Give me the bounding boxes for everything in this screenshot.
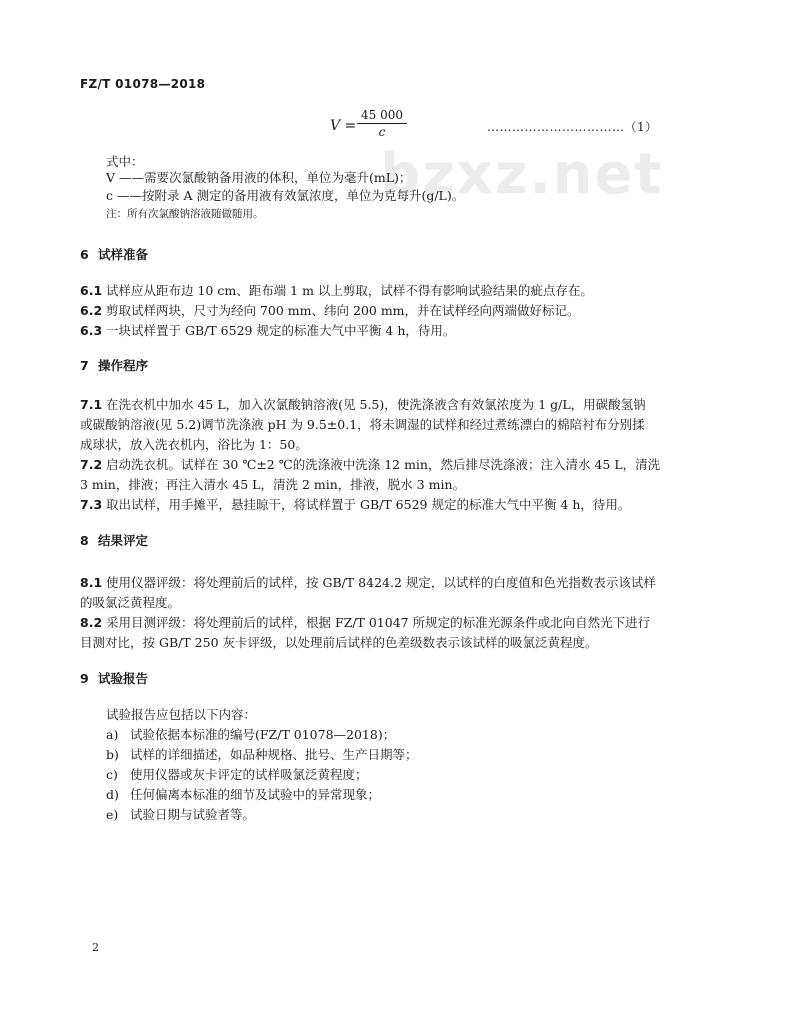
list-item-text: 试验依据本标准的编号(FZ/T 01078—2018)； [130,727,396,742]
section-heading-6 [80,245,148,263]
section-title: 操作程序 [98,358,149,373]
clause-text: 在洗衣机中加水 45 L，加入次氯酸钠溶液(见 5.5)，使洗涤液含有效氯浓度为 1 g/L，用碳酸氢钠 [106,397,646,412]
clause-text: 采用目测评级：将处理前后的试样，根据 FZ/T 01047 所规定的标准光源条件或北向自然光下进行 [106,615,651,630]
list-item-text: 试验日期与试验者等。 [130,807,256,822]
list-item [106,745,418,763]
clause-number: 7.2 [80,457,103,472]
list-item-text: 任何偏离本标准的细节及试验中的异常现象； [130,787,381,802]
section-heading-8 [80,531,148,549]
clause-7-1 [80,395,646,413]
formula-denominator: c [378,125,386,139]
clause-number: 6.2 [80,303,103,318]
equation-number: ……………………………（1） [487,120,658,134]
watermark-text: bzxz.net [380,142,664,207]
list-item-text: 使用仪器或灰卡评定的试样吸氯泛黄程度； [130,767,368,782]
list-item [106,725,395,743]
page-number: 2 [92,941,99,954]
section-heading-9 [80,669,148,687]
list-item [106,765,368,783]
variable-v-definition: V ——需要次氯酸钠备用液的体积，单位为毫升(mL)； [106,170,412,185]
clause-text: 试样应从距布边 10 cm、距布端 1 m 以上剪取，试样不得有影响试验结果的疵点存在。 [106,283,593,298]
section-number: 9 [80,671,89,686]
clause-text: 剪取试样两块，尺寸为经向 700 mm、纬向 200 mm，并在试样经向两端做好标记。 [106,303,580,318]
list-item-label: e) [106,807,119,822]
section-title: 结果评定 [98,533,149,548]
clause-7-2-continued: 3 min，排液；再注入清水 45 L，清洗 2 min，排液，脱水 3 min。 [80,477,466,492]
section-number: 6 [80,247,89,262]
formula-lhs: V = [330,118,357,134]
clause-text: 启动洗衣机。试样在 30 ℃±2 ℃的洗涤液中洗涤 12 min，然后排尽洗涤液；注入清水 45 L，清洗 [106,457,661,472]
clause-8-1-continued: 的吸氯泛黄程度。 [80,595,181,610]
clause-number: 6.1 [80,283,103,298]
section-heading-7 [80,356,148,374]
list-item-label: a) [106,727,119,742]
clause-text: 使用仪器评级：将处理前后的试样，按 GB/T 8424.2 规定，以试样的白度值和色光指数表示该试样 [106,575,656,590]
clause-8-2-continued: 目测对比，按 GB/T 250 灰卡评级，以处理前后试样的色差级数表示该试样的吸氯泛黄程度。 [80,635,598,650]
clause-8-2 [80,613,650,631]
clause-number: 8.1 [80,575,103,590]
document-code-header: FZ/T 01078—2018 [80,77,206,91]
clause-number: 8.2 [80,615,103,630]
section-title: 试样准备 [98,247,149,262]
section-number: 8 [80,533,89,548]
clause-6-1 [80,281,593,299]
list-item [106,785,380,803]
formula-numerator: 45 000 [357,108,407,124]
formula-fraction [357,108,407,139]
clause-text: 一块试样置于 GB/T 6529 规定的标准大气中平衡 4 h，待用。 [106,323,456,338]
clause-6-3 [80,321,455,339]
clause-number: 6.3 [80,323,103,338]
clause-7-1-continued: 或碳酸钠溶液(见 5.2)调节洗涤液 pH 为 9.5±0.1，将未调湿的试样和经过煮练漂白的棉陪衬布分别揉 [80,417,645,432]
where-label: 式中： [106,154,144,169]
clause-7-3 [80,495,630,513]
clause-text: 取出试样，用手摊平，悬挂晾干，将试样置于 GB/T 6529 规定的标准大气中平衡 4 h，待用。 [106,497,631,512]
variable-c-definition: c ——按附录 A 测定的备用液有效氯浓度，单位为克每升(g/L)。 [106,188,465,203]
list-item [106,805,255,823]
clause-number: 7.3 [80,497,103,512]
note-text: 注：所有次氯酸钠溶液随做随用。 [106,208,264,220]
list-item-label: b) [106,747,119,762]
list-item-label: d) [106,787,119,802]
section-title: 试验报告 [98,671,149,686]
report-intro: 试验报告应包括以下内容： [106,707,257,722]
clause-8-1 [80,573,656,591]
clause-6-2 [80,301,580,319]
clause-number: 7.1 [80,397,103,412]
clause-7-2 [80,455,660,473]
section-number: 7 [80,358,89,373]
clause-7-1-continued: 成球状，放入洗衣机内，浴比为 1：50。 [80,437,308,452]
list-item-text: 试样的详细描述，如品种规格、批号、生产日期等； [130,747,418,762]
list-item-label: c) [106,767,118,782]
